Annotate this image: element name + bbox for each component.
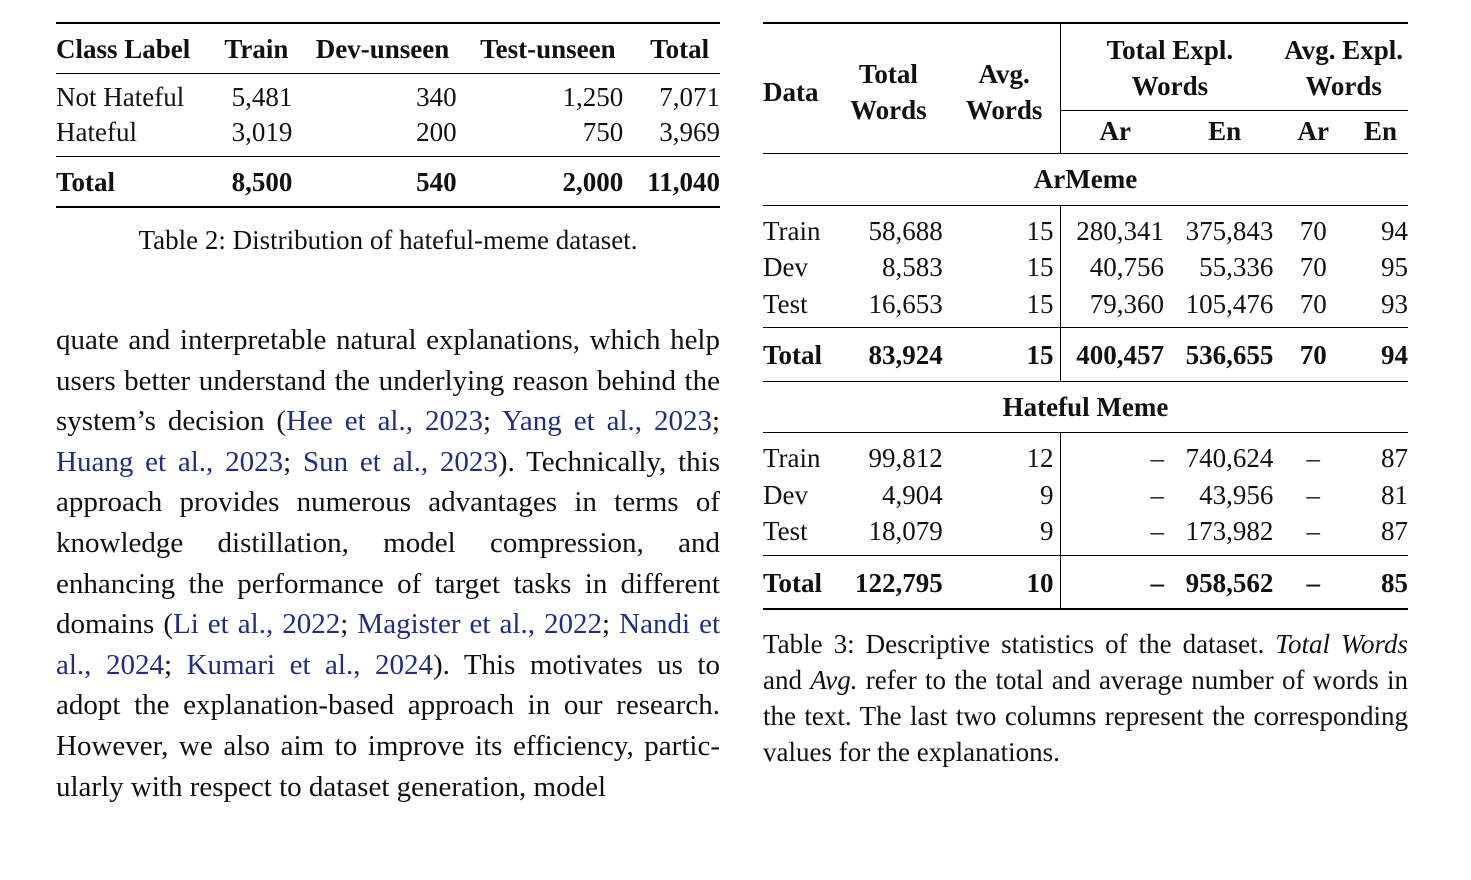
citation-author: Kumari et al., xyxy=(186,648,361,681)
t3-cell: 400,457 xyxy=(1060,328,1170,382)
body-text-run: ). This motivates us to adopt the explanation-based approach in our research. However, we also aim to improve its efficiency, particularly with respect to dataset generation, model xyxy=(56,648,720,803)
t3-cell: 93 xyxy=(1381,288,1408,319)
citation-author: Huang et al., xyxy=(56,445,214,478)
t3-cell: – xyxy=(1060,513,1170,555)
t3-cell: 9 xyxy=(1040,516,1054,546)
t3-header-total-words: Total Words xyxy=(850,58,927,125)
t2-cell: 11,040 xyxy=(631,157,720,208)
t2-header-class-label: Class Label xyxy=(56,23,212,74)
t3-cell: 40,756 xyxy=(1060,249,1170,286)
t3-cell: 79,360 xyxy=(1060,286,1170,328)
t3-cell: 18,079 xyxy=(868,516,943,546)
t3-cell: 15 xyxy=(949,328,1060,382)
citation-year: 2022 xyxy=(544,608,603,641)
left-column xyxy=(56,22,720,880)
table-3 xyxy=(763,22,1408,610)
t3-cell: 70 xyxy=(1299,215,1327,246)
citation-year: 2022 xyxy=(282,608,341,641)
citation-link[interactable] xyxy=(173,608,340,640)
t3-section-armeme xyxy=(763,154,1408,206)
t3-section-hateful-meme xyxy=(763,381,1408,433)
t3-cell: 958,562 xyxy=(1170,555,1279,609)
citation-year: 2024 xyxy=(105,648,164,681)
body-text-run: quate and interpretable natural explanations, which help users better understand the underlying reason behind the system’s decision ( xyxy=(56,324,720,438)
citation-year: 2023 xyxy=(424,405,483,438)
t3-cell: 8,583 xyxy=(881,252,943,282)
t2-cell: 1,250 xyxy=(562,82,624,112)
t3-header-data: Data xyxy=(763,76,819,107)
body-paragraph xyxy=(56,320,720,880)
t3-cell: 70 xyxy=(1279,328,1347,382)
right-column xyxy=(763,22,1408,770)
citation-author: Sun et al., xyxy=(302,445,429,478)
citation-year: 2023 xyxy=(439,445,498,478)
citation-separator: ; xyxy=(163,648,187,681)
citation-author: Nandi et al., xyxy=(56,608,720,681)
table-2-caption: Table 2: Distribution of hateful-meme dataset. xyxy=(138,225,638,255)
table-row xyxy=(763,286,1408,328)
t2-cell: 540 xyxy=(300,157,464,208)
t2-header-train: Train xyxy=(212,23,300,74)
citation-link[interactable] xyxy=(286,405,483,437)
table-row xyxy=(763,513,1408,555)
body-text-run: ). Technically, this approach provides numerous advantages in terms of knowledge distillation, model compression, and enhancing the performance of target tasks in different domains ( xyxy=(56,445,720,641)
t3-cell: 94 xyxy=(1381,215,1408,246)
citation-link[interactable] xyxy=(303,446,498,478)
table-row xyxy=(763,477,1408,514)
table-row xyxy=(763,205,1408,249)
t2-cell: 200 xyxy=(416,117,457,147)
t3-cell: – xyxy=(1060,477,1170,514)
t3-cell: 375,843 xyxy=(1185,215,1274,246)
t3-header-avg-expl-words: Avg. Expl. Words xyxy=(1279,23,1408,111)
t3-cell: 12 xyxy=(1026,443,1054,473)
caption-text-run: Table 3: Descriptive statistics of the dataset. xyxy=(763,629,1276,659)
t3-cell: 16,653 xyxy=(868,288,943,319)
t2-cell: 7,071 xyxy=(659,82,720,112)
t3-cell: 99,812 xyxy=(868,443,943,473)
t2-cell: Total xyxy=(56,157,212,208)
t3-cell: 9 xyxy=(1040,479,1054,510)
t3-cell: 105,476 xyxy=(1185,288,1274,319)
table-3-caption xyxy=(763,626,1408,770)
t3-hateful-total-row xyxy=(763,555,1408,609)
citation-separator: ; xyxy=(482,405,502,438)
t3-header-expl-en: En xyxy=(1208,116,1242,146)
citation-link[interactable] xyxy=(187,649,433,681)
t3-cell: 4,904 xyxy=(881,479,943,510)
caption-text-run: refer to the total and average number of words in the text. The last two columns represent the corresponding values for the explanations. xyxy=(763,665,1409,767)
t2-cell: Hateful xyxy=(56,117,137,147)
t3-header-total-expl-words: Total Expl. Words xyxy=(1060,23,1279,111)
caption-text-run: and xyxy=(763,665,811,695)
t3-cell: – xyxy=(1306,443,1320,473)
citation-separator: ; xyxy=(602,608,620,641)
t3-cell: 740,624 xyxy=(1185,443,1274,473)
t3-armeme-total-row xyxy=(763,328,1408,382)
t2-cell: 8,500 xyxy=(212,157,300,208)
t3-cell: 58,688 xyxy=(868,215,943,246)
citation-author: Li et al., xyxy=(172,608,274,641)
t3-section-title: ArMeme xyxy=(763,154,1408,206)
t3-cell: 70 xyxy=(1299,252,1327,282)
table-row xyxy=(56,74,720,116)
t2-cell: Not Hateful xyxy=(56,82,185,112)
t3-cell: Total xyxy=(763,555,828,609)
citation-separator: ; xyxy=(283,445,303,478)
citation-link[interactable] xyxy=(56,446,283,478)
t2-cell: 5,481 xyxy=(231,82,293,112)
citation-year: 2023 xyxy=(225,445,284,478)
citation-author: Yang et al., xyxy=(501,405,642,438)
table-2-header-row xyxy=(56,23,720,74)
t2-cell: 3,019 xyxy=(231,117,293,147)
t2-header-test-unseen: Test-unseen xyxy=(465,23,632,74)
t3-cell: Train xyxy=(763,443,821,473)
citation-link[interactable] xyxy=(502,405,712,437)
t3-cell: – xyxy=(1060,433,1170,477)
t3-cell: 15 xyxy=(1026,215,1054,246)
citation-link[interactable] xyxy=(357,608,602,640)
t3-cell: 87 xyxy=(1381,516,1408,546)
t3-cell: Train xyxy=(763,215,821,246)
t3-cell: 10 xyxy=(949,555,1060,609)
t2-cell: 3,969 xyxy=(659,117,720,147)
t3-cell: 536,655 xyxy=(1170,328,1279,382)
t3-cell: 81 xyxy=(1381,479,1408,510)
table-row xyxy=(763,249,1408,286)
t3-cell: 83,924 xyxy=(828,328,949,382)
t3-cell: Test xyxy=(763,516,808,546)
t3-cell: – xyxy=(1060,555,1170,609)
t3-cell: Total xyxy=(763,328,828,382)
t2-cell: 2,000 xyxy=(465,157,632,208)
caption-emphasis: Avg. xyxy=(810,665,858,695)
t3-cell: 70 xyxy=(1299,288,1327,319)
t3-cell: Test xyxy=(763,288,808,319)
t3-cell: 43,956 xyxy=(1199,479,1274,510)
t3-cell: 280,341 xyxy=(1060,205,1170,249)
t2-cell: 750 xyxy=(582,117,624,147)
citation-separator: ; xyxy=(711,405,720,438)
table-2 xyxy=(56,22,720,208)
t3-cell: – xyxy=(1306,479,1320,510)
table-3-header-row xyxy=(763,23,1408,111)
citation-author: Magister et al., xyxy=(357,608,535,641)
citation-year: 2024 xyxy=(374,648,433,681)
t3-header-avg-words: Avg. Words xyxy=(965,58,1043,125)
t3-cell: Dev xyxy=(763,252,808,282)
table-2-total-row xyxy=(56,157,720,208)
t3-cell: – xyxy=(1306,516,1320,546)
t3-header-avg-en: En xyxy=(1364,116,1398,146)
t2-header-total: Total xyxy=(631,23,720,74)
t3-cell: 15 xyxy=(1026,252,1054,282)
t3-cell: 94 xyxy=(1347,328,1408,382)
t3-cell: – xyxy=(1279,555,1347,609)
table-row xyxy=(763,433,1408,477)
citation-separator: ; xyxy=(340,608,358,641)
t3-section-title: Hateful Meme xyxy=(763,381,1408,433)
table-row xyxy=(56,115,720,157)
t3-cell: 15 xyxy=(1026,288,1054,319)
t2-cell: 340 xyxy=(416,82,457,112)
t2-header-dev-unseen: Dev-unseen xyxy=(300,23,464,74)
t3-header-avg-ar: Ar xyxy=(1297,116,1329,146)
t3-header-expl-ar: Ar xyxy=(1060,111,1170,154)
t3-cell: Dev xyxy=(763,479,808,510)
citation-author: Hee et al., xyxy=(286,405,413,438)
t3-cell: 95 xyxy=(1381,252,1408,282)
t3-cell: 55,336 xyxy=(1199,252,1274,282)
caption-emphasis: Total Words xyxy=(1275,629,1408,659)
t3-cell: 122,795 xyxy=(828,555,949,609)
t3-cell: 85 xyxy=(1347,555,1408,609)
citation-year: 2023 xyxy=(653,405,712,438)
t3-cell: 173,982 xyxy=(1185,516,1274,546)
t3-cell: 87 xyxy=(1381,443,1408,473)
